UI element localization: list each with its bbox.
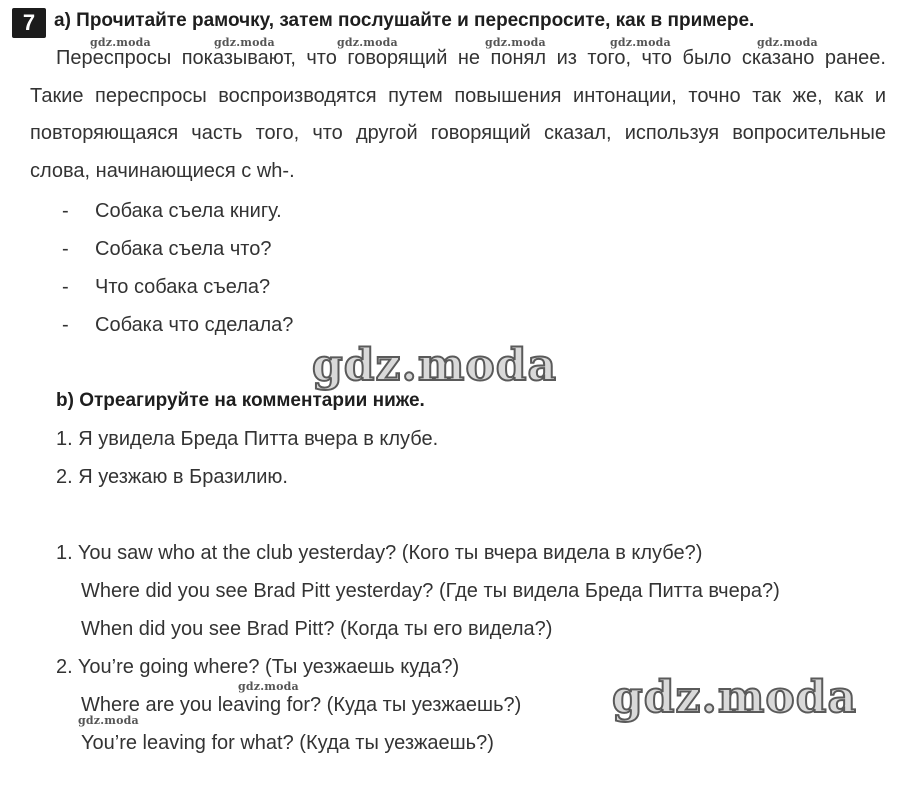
example-dash: - — [62, 314, 69, 336]
explanation-paragraph: Переспросы показывают, что говорящий не понял из того, что было сказано ранее. Такие переспросы воспроизводятся путем повышения интонации, точно так же, как и повторяющаяся часть того, что другой говорящий сказал, используя вопросительные слова, начинающиеся с wh-. — [30, 47, 886, 182]
comment-item: 2. Я уезжаю в Бразилию. — [56, 466, 288, 488]
answer-line: When did you see Brad Pitt? (Когда ты его видела?) — [81, 618, 553, 640]
example-item: Собака съела что? — [95, 238, 272, 260]
watermark-small: gdz.moda — [78, 714, 139, 727]
example-item: Что собака съела? — [95, 276, 271, 298]
part-b-heading: b) Отреагируйте на комментарии ниже. — [56, 390, 425, 411]
watermark-small: gdz.moda — [238, 680, 299, 693]
watermark-small: gdz.moda — [485, 36, 546, 49]
watermark-small: gdz.moda — [337, 36, 398, 49]
example-item: Собака что сделала? — [95, 314, 294, 336]
example-dash: - — [62, 200, 69, 222]
watermark-small: gdz.moda — [214, 36, 275, 49]
example-dash: - — [62, 276, 69, 298]
watermark-large: gdz.moda — [312, 340, 558, 391]
answer-line: Where did you see Brad Pitt yesterday? (Где ты видела Бреда Питта вчера?) — [81, 580, 780, 602]
comment-item: 1. Я увидела Бреда Питта вчера в клубе. — [56, 428, 439, 450]
exercise-number-badge: 7 — [12, 8, 46, 38]
watermark-small: gdz.moda — [90, 36, 151, 49]
answer-line: 1. You saw who at the club yesterday? (Кого ты вчера видела в клубе?) — [56, 542, 703, 564]
example-dash: - — [62, 238, 69, 260]
watermark-small: gdz.moda — [610, 36, 671, 49]
example-item: Собака съела книгу. — [95, 200, 282, 222]
watermark-large: gdz.moda — [612, 672, 858, 723]
answer-line: You’re leaving for what? (Куда ты уезжаешь?) — [81, 732, 494, 754]
answer-line: Where are you leaving for? (Куда ты уезжаешь?) — [81, 694, 522, 716]
part-a-heading: а) Прочитайте рамочку, затем послушайте и переспросите, как в примере. — [54, 10, 755, 31]
answer-line: 2. You’re going where? (Ты уезжаешь куда?) — [56, 656, 460, 678]
watermark-small: gdz.moda — [757, 36, 818, 49]
